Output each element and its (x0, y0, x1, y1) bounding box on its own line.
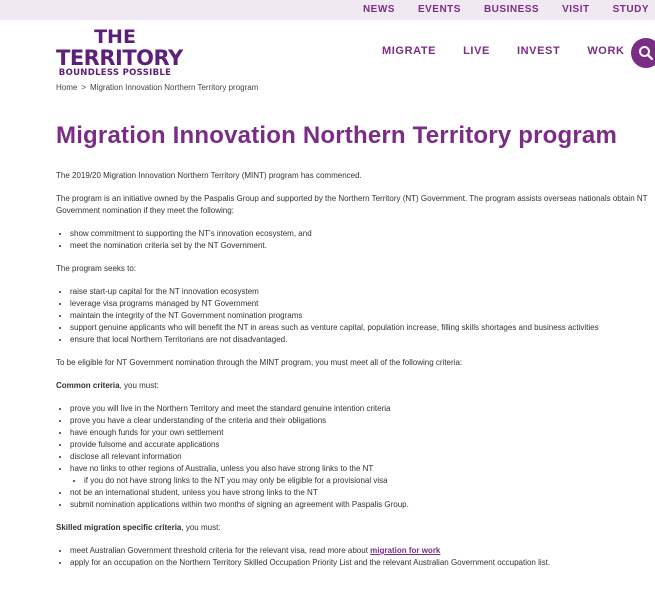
program-goals-list (56, 286, 654, 346)
common-criteria-label: Common criteria (56, 381, 120, 390)
list-item: • prove you have a clear understanding of the criteria and their obligations (70, 415, 654, 427)
list-item: • leverage visa programs managed by NT Government (70, 298, 654, 310)
top-nav-visit[interactable]: VISIT (562, 4, 590, 15)
main-nav-live[interactable]: LIVE (463, 45, 490, 57)
skilled-criteria-heading (56, 522, 654, 534)
list-item: • meet the nomination criteria set by the NT Government. (70, 240, 654, 252)
page-title: Migration Innovation Northern Territory program (56, 122, 617, 149)
list-item: • have enough funds for your own settlement (70, 427, 654, 439)
program-description: The program is an initiative owned by the Paspalis Group and supported by the Northern Territory (NT) Government. The program assists overseas nationals obtain NT Government nomination if they meet the following: (56, 194, 648, 215)
list-item: • support genuine applicants who will benefit the NT in areas such as venture capital, population increase, filling skills shortages and business activities (70, 322, 654, 334)
migration-for-work-link[interactable]: migration for work (370, 546, 441, 555)
logo-line-1: THE (94, 26, 136, 48)
eligibility-paragraph: To be eligible for NT Government nomination through the MINT program, you must meet all of the following criteria: (56, 358, 463, 367)
search-button[interactable] (631, 38, 655, 68)
list-item-text: have no links to other regions of Australia, unless you also have strong links to the NT (70, 464, 374, 473)
breadcrumb-home[interactable]: Home (56, 83, 78, 92)
list-item (70, 545, 654, 557)
main-nav-migrate[interactable]: MIGRATE (382, 45, 437, 57)
top-nav-events[interactable]: EVENTS (417, 4, 461, 15)
breadcrumb (56, 83, 258, 92)
top-nav-business[interactable]: BUSINESS (483, 4, 540, 15)
list-item-text: meet Australian Government threshold criteria for the relevant visa, read more about (70, 546, 371, 555)
skilled-criteria-suffix: , you must: (181, 523, 221, 532)
sub-list-item: • if you do not have strong links to the NT you may only be eligible for a provisional visa (84, 475, 654, 487)
search-icon (638, 45, 654, 61)
intro-paragraph: The 2019/20 Migration Innovation Northern Territory (MINT) program has commenced. (56, 171, 362, 180)
list-item: • show commitment to supporting the NT's innovation ecosystem, and (70, 228, 654, 240)
common-criteria-suffix: , you must: (119, 381, 159, 390)
list-item: • raise start-up capital for the NT innovation ecosystem (70, 286, 654, 298)
list-item: • submit nomination applications within two months of signing an agreement with Paspalis Group. (70, 499, 654, 511)
top-utility-bar (0, 0, 655, 20)
logo-tagline: BOUNDLESS POSSIBLE (58, 68, 172, 78)
list-item: • ensure that local Northern Territorians are not disadvantaged. (70, 334, 654, 346)
main-nav-invest[interactable]: INVEST (516, 45, 561, 57)
skilled-criteria-label: Skilled migration specific criteria (56, 523, 182, 532)
list-item: • maintain the integrity of the NT Government nomination programs (70, 310, 654, 322)
list-item: • prove you will live in the Northern Territory and meet the standard genuine intention criteria (70, 403, 654, 415)
site-logo[interactable] (56, 26, 183, 78)
article-body (56, 170, 654, 569)
top-nav-news[interactable]: NEWS (362, 4, 395, 15)
list-item (70, 463, 654, 487)
program-seeks-heading: The program seeks to: (56, 264, 137, 273)
list-item: • disclose all relevant information (70, 451, 654, 463)
logo-line-2: TERRITORY (56, 46, 183, 70)
main-nav-work[interactable]: WORK (587, 45, 625, 57)
main-nav (382, 45, 652, 57)
sub-list (70, 475, 654, 487)
common-criteria-heading (56, 380, 654, 392)
top-utility-nav (363, 4, 655, 15)
top-nav-study[interactable]: STUDY (612, 4, 649, 15)
list-item: • apply for an occupation on the Northern Territory Skilled Occupation Priority List and the relevant Australian Government occupation list. (70, 557, 654, 569)
breadcrumb-current: Migration Innovation Northern Territory program (90, 83, 259, 92)
skilled-criteria-list (56, 545, 654, 569)
list-item: • not be an international student, unless you have strong links to the NT (70, 487, 654, 499)
commitment-list (56, 228, 654, 252)
breadcrumb-separator: > (81, 83, 87, 92)
list-item: • provide fulsome and accurate applications (70, 439, 654, 451)
common-criteria-list (56, 403, 654, 511)
